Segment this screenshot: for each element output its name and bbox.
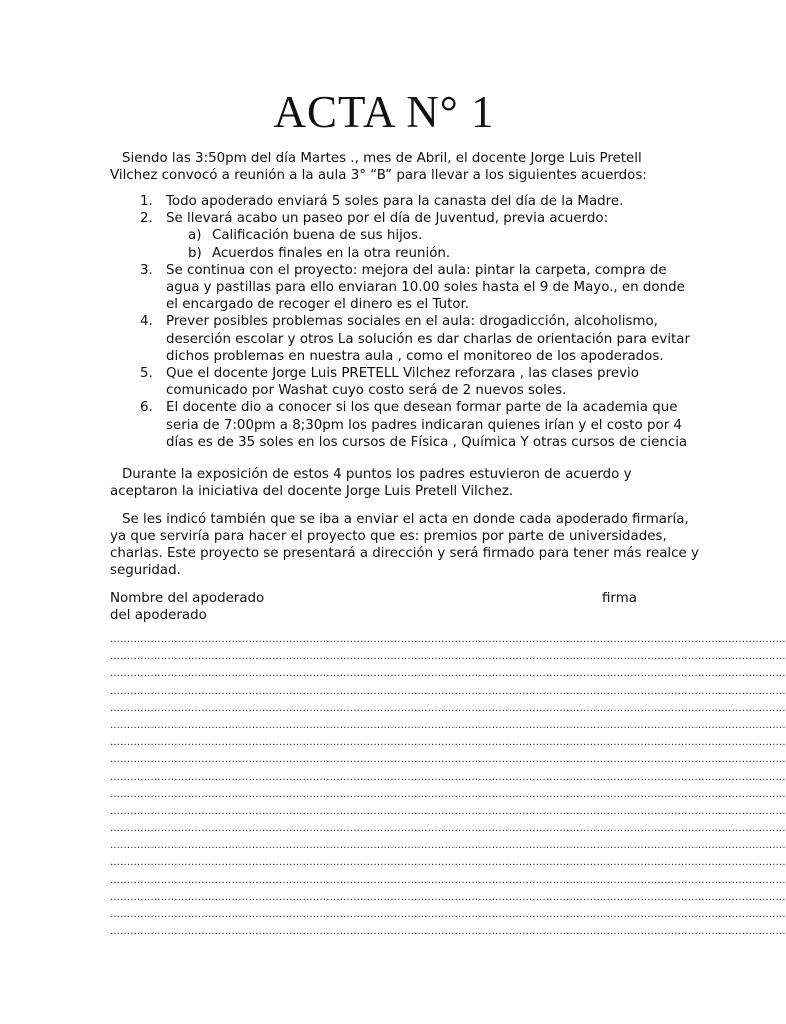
sub-item-text: Acuerdos finales en la otra reunión. — [212, 245, 451, 261]
item-text: seria de 7:00pm a 8;30pm los padres indicaran quienes irían y el costo por 4 — [166, 417, 682, 433]
dotted-line[interactable]: ........................................................................................................................................................................................................ — [110, 702, 786, 714]
intro-line: Siendo las 3:50pm del día Martes ., mes de Abril, el docente Jorge Luis Pretell — [122, 151, 642, 166]
dotted-line[interactable]: ........................................................................................................................................................................................................ — [110, 668, 786, 680]
dotted-line[interactable]: ........................................................................................................................................................................................................ — [110, 805, 786, 817]
closing-line: seguridad. — [110, 563, 181, 578]
signature-header — [110, 590, 658, 624]
dotted-line[interactable]: ........................................................................................................................................................................................................ — [110, 840, 786, 852]
sub-item-text: Calificación buena de sus hijos. — [212, 228, 423, 244]
document-title: ACTA N° 1 — [273, 87, 495, 137]
item-text: Prever posibles problemas sociales en el aula: drogadicción, alcoholismo, — [166, 314, 658, 330]
item-text: Se llevará acabo un paseo por el día de Juventud, previa acuerdo: — [166, 211, 609, 227]
item-text: Se continua con el proyecto: mejora del aula: pintar la carpeta, compra de — [166, 262, 667, 278]
dotted-line[interactable]: ........................................................................................................................................................................................................ — [110, 823, 786, 835]
item-text: el encargado de recoger el dinero es el Tutor. — [166, 297, 470, 313]
dotted-line[interactable]: ........................................................................................................................................................................................................ — [110, 909, 786, 920]
summary-paragraph — [110, 466, 658, 500]
item-number: 4. — [140, 314, 153, 330]
sub-list-item — [188, 227, 660, 244]
signature-label-continued: del apoderado — [110, 608, 207, 623]
dotted-line[interactable]: ........................................................................................................................................................................................................ — [110, 651, 786, 663]
dotted-line[interactable]: ........................................................................................................................................................................................................ — [110, 874, 786, 886]
list-item — [140, 193, 660, 210]
sub-list — [166, 227, 660, 261]
item-number: 3. — [140, 262, 153, 278]
item-text: deserción escolar y otros La solución es dar charlas de orientación para evitar — [166, 331, 691, 347]
closing-line: Se les indicó también que se iba a enviar el acta en donde cada apoderado firmaría, — [122, 512, 689, 527]
item-number: 1. — [140, 194, 153, 209]
intro-line: Vilchez convocó a reunión a la aula 3° “B” para llevar a los siguientes acuerdos: — [110, 168, 647, 183]
item-number: 2. — [140, 211, 153, 227]
item-text: agua y pastillas para ello enviaran 10.00 soles hasta el 9 de Mayo., en donde — [166, 280, 685, 296]
dotted-line[interactable]: ........................................................................................................................................................................................................ — [110, 926, 786, 938]
sub-list-item — [188, 245, 660, 262]
closing-line: charlas. Este proyecto se presentará a dirección y será firmado para tener más realce y — [110, 546, 699, 561]
intro-paragraph — [110, 150, 658, 184]
sub-item-letter: b) — [188, 245, 202, 261]
dotted-line[interactable]: ........................................................................................................................................................................................................ — [110, 719, 786, 731]
list-item — [140, 210, 660, 262]
list-item — [140, 262, 685, 314]
list-item — [140, 313, 691, 365]
dotted-line[interactable]: ........................................................................................................................................................................................................ — [110, 891, 786, 903]
item-text: Todo apoderado enviará 5 soles para la canasta del día de la Madre. — [166, 194, 624, 209]
item-number: 6. — [140, 400, 153, 416]
summary-line: Durante la exposición de estos 4 puntos los padres estuvieron de acuerdo y — [122, 467, 632, 482]
item-text: Que el docente Jorge Luis PRETELL Vilchez reforzara , las clases previo — [166, 366, 639, 382]
sub-item-letter: a) — [188, 228, 202, 244]
item-text: dichos problemas en nuestra aula , como el monitoreo de los apoderados. — [166, 348, 664, 364]
item-number: 5. — [140, 366, 153, 382]
summary-line: aceptaron la iniciativa del docente Jorge Luis Pretell Vilchez. — [110, 484, 514, 499]
dotted-line[interactable]: ........................................................................................................................................................................................................ — [110, 788, 786, 800]
dotted-line[interactable]: ........................................................................................................................................................................................................ — [110, 685, 786, 697]
item-text: El docente dio a conocer si los que desean formar parte de la academia que — [166, 400, 678, 416]
agreements-list — [140, 193, 691, 451]
closing-paragraph — [110, 511, 699, 579]
list-item — [140, 365, 660, 399]
signature-label: firma — [602, 591, 637, 606]
dotted-line[interactable]: ........................................................................................................................................................................................................ — [110, 857, 786, 869]
signature-lines — [110, 634, 786, 943]
guardian-name-label: Nombre del apoderado — [110, 591, 265, 606]
item-text: días es de 35 soles en los cursos de Física , Química Y otras cursos de ciencia — [166, 434, 688, 450]
dotted-line[interactable]: ........................................................................................................................................................................................................ — [110, 737, 786, 749]
item-text: comunicado por Washat cuyo costo será de 2 nuevos soles. — [166, 383, 567, 399]
list-item — [140, 399, 688, 451]
dotted-line[interactable]: ........................................................................................................................................................................................................ — [110, 634, 786, 645]
dotted-line[interactable]: ........................................................................................................................................................................................................ — [110, 771, 786, 783]
closing-line: ya que serviría para hacer el proyecto que es: premios por parte de universidades, — [110, 529, 667, 544]
dotted-line[interactable]: ........................................................................................................................................................................................................ — [110, 754, 786, 766]
